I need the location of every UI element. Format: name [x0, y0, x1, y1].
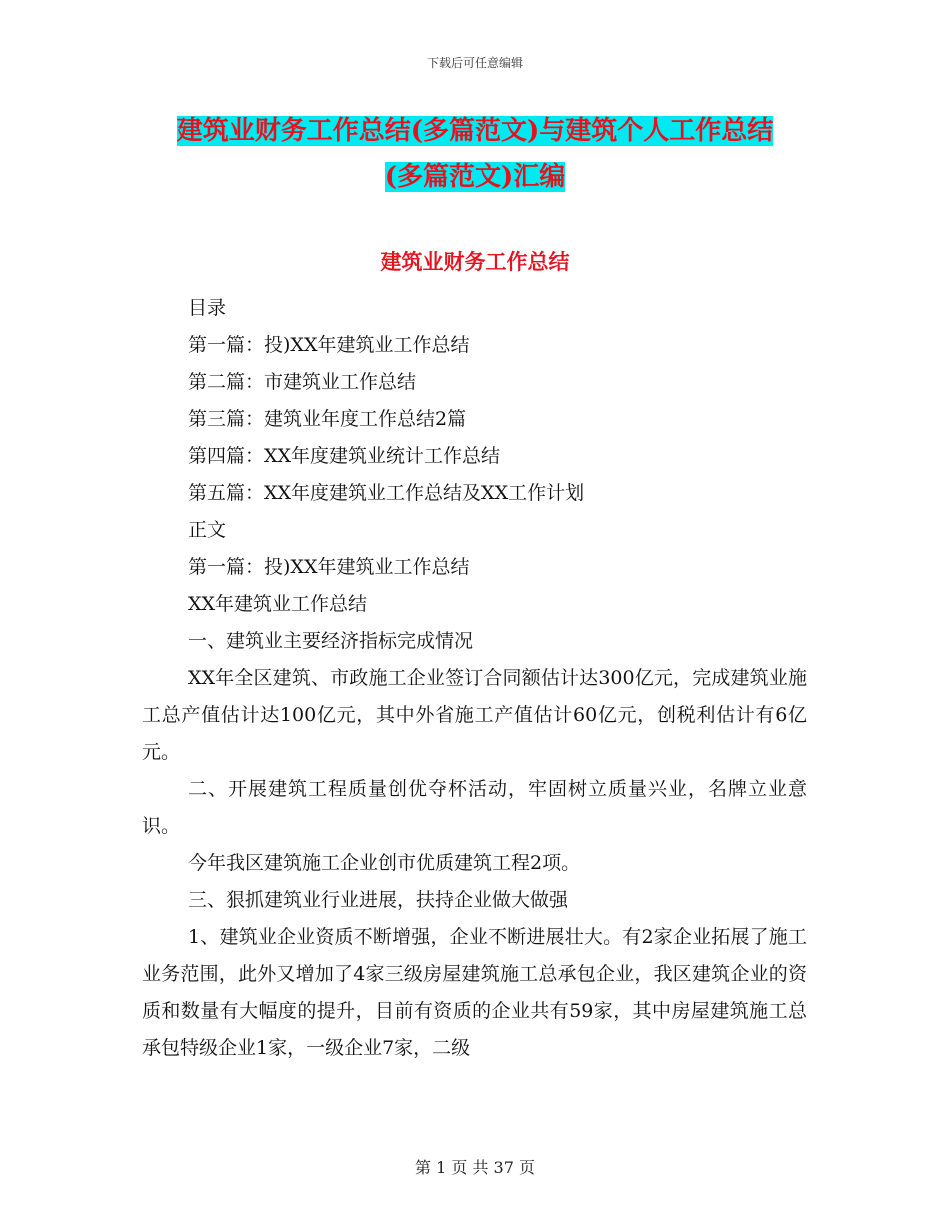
toc-item: 第二篇：市建筑业工作总结: [188, 371, 417, 393]
header-note: 下载后可任意编辑: [426, 56, 523, 70]
title-line-2: (多篇范文)汇编: [384, 162, 566, 192]
title-line-1: 建筑业财务工作总结(多篇范文)与建筑个人工作总结: [176, 116, 774, 146]
toc-heading: 目录: [188, 297, 227, 319]
section-heading: 三、狠抓建筑业行业进展，扶持企业做大做强: [188, 889, 569, 911]
paragraph: 今年我区建筑施工企业创市优质建筑工程2项。: [188, 852, 581, 874]
document-title: [110, 108, 840, 200]
toc-item: 第一篇：投)XX年建筑业工作总结: [188, 334, 470, 356]
toc-item: 第三篇：建筑业年度工作总结2篇: [188, 408, 467, 430]
paragraph: 二、开展建筑工程质量创优夺杯活动，牢固树立质量兴业，名牌立业意识。: [142, 778, 807, 837]
paragraph: XX年全区建筑、市政施工企业签订合同额估计达300亿元，完成建筑业施工总产值估计达100亿元，其中外省施工产值估计60亿元，创税利估计有6亿元。: [142, 667, 807, 763]
toc-item: 第五篇：XX年度建筑业工作总结及XX工作计划: [188, 482, 585, 504]
section-title: 建筑业财务工作总结: [380, 249, 570, 274]
paragraph: 1、建筑业企业资质不断增强，企业不断进展壮大。有2家企业拓展了施工业务范围，此外又增加了4家三级房屋建筑施工总承包企业，我区建筑企业的资质和数量有大幅度的提升，目前有资质的企业共有59家，其中房屋建筑施工总承包特级企业1家，一级企业7家，二级: [142, 926, 807, 1059]
body-label: 正文: [188, 519, 227, 541]
section-heading: 一、建筑业主要经济指标完成情况: [188, 630, 474, 652]
page-number: 第 1 页 共 37 页: [415, 1158, 535, 1177]
doc-title: XX年建筑业工作总结: [188, 593, 368, 615]
chapter-title: 第一篇：投)XX年建筑业工作总结: [188, 556, 470, 578]
toc-item: 第四篇：XX年度建筑业统计工作总结: [188, 445, 501, 467]
document-body: [142, 290, 807, 1067]
